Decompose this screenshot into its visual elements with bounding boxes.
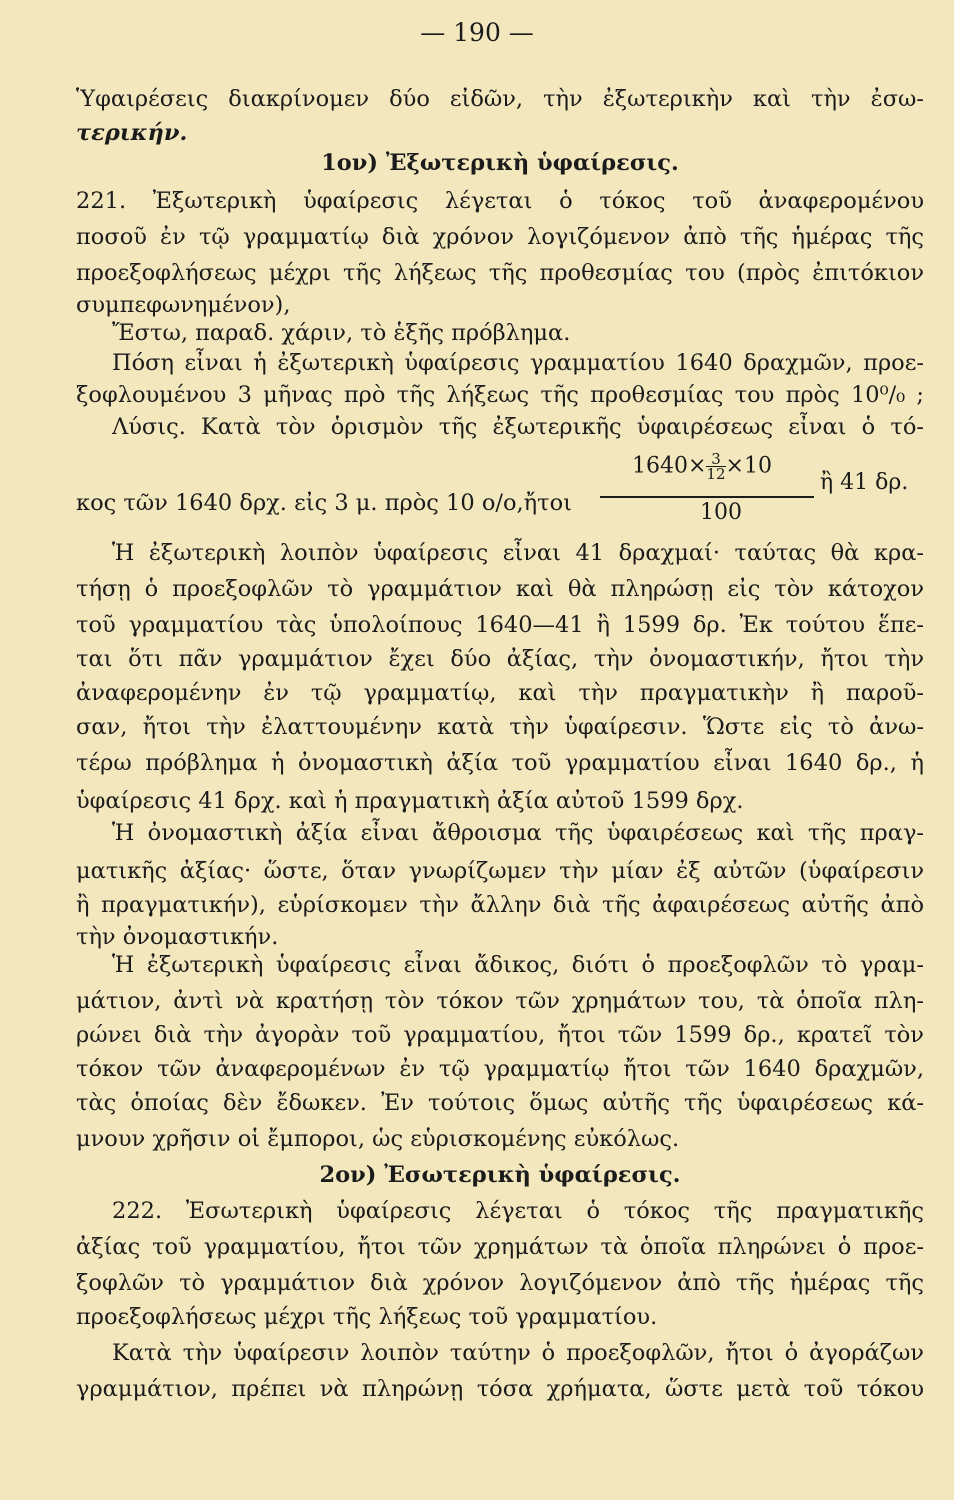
page-number: — 190 — — [420, 18, 534, 47]
section-heading: 2ον) Ἐσωτερικὴ ὑφαίρεσις. — [319, 1162, 681, 1188]
text-line: συμπεφωνημένον), — [76, 292, 291, 318]
text-line: ρώνει διὰ τὴν ἀγορὰν τοῦ γραμματίου, ἤτοι τῶν 1599 δρ., κρατεῖ τὸν — [76, 1022, 924, 1048]
formula-small-denominator: 12 — [706, 465, 726, 483]
text-line: προεξοφλήσεως μέχρι τῆς λήξεως τῆς προθεσμίας του (πρὸς ἐπιτόκιον — [76, 260, 924, 286]
text-line: τοῦ γραμματίου τὰς ὑπολοίπους 1640—41 ἢ 1599 δρ. Ἐκ τούτου ἕπε- — [76, 612, 924, 638]
formula-small-fraction — [706, 452, 725, 481]
text-line: τὴν ὀνομαστικήν. — [76, 924, 279, 950]
text-line: Ἡ ὀνομαστικὴ ἀξία εἶναι ἄθροισμα τῆς ὑφαιρέσεως καὶ τῆς πραγ- — [112, 820, 924, 846]
fraction-bar — [600, 496, 814, 498]
text-line: ἀναφερομένην ἐν τῷ γραμματίῳ, καὶ τὴν πραγματικὴν ἢ παροῦ- — [76, 680, 924, 706]
text-line: ἢ πραγματικήν), εὑρίσκομεν τὴν ἄλλην διὰ τῆς ἀφαιρέσεως αὐτῆς ἀπὸ — [76, 892, 924, 918]
text-line: μάτιον, ἀντὶ νὰ κρατήσῃ τὸν τόκον τῶν χρημάτων του, τὰ ὁποῖα πλη- — [76, 988, 924, 1014]
text-line: 222. Ἐσωτερικὴ ὑφαίρεσις λέγεται ὁ τόκος τῆς πραγματικῆς — [112, 1198, 924, 1224]
formula-result: ἢ 41 δρ. — [820, 470, 909, 495]
formula-denominator: 100 — [700, 500, 742, 525]
text-line: Πόση εἶναι ἡ ἐξωτερικὴ ὑφαίρεσις γραμματίου 1640 δραχμῶν, προε- — [112, 350, 924, 376]
text-line: τὰς ὁποίας δὲν ἔδωκεν. Ἐν τούτοις ὅμως αὐτῆς τῆς ὑφαιρέσεως κά- — [76, 1090, 924, 1116]
text-line: ποσοῦ ἐν τῷ γραμματίῳ διὰ χρόνον λογιζόμενον ἀπὸ τῆς ἡμέρας τῆς — [76, 224, 924, 250]
text-line: 221. Ἐξωτερικὴ ὑφαίρεσις λέγεται ὁ τόκος τοῦ ἀναφερομένου — [76, 188, 924, 214]
text-line: κος τῶν 1640 δρχ. εἰς 3 μ. πρὸς 10 ο/ο,ἤτοι — [76, 490, 572, 516]
text-line: ξοφλῶν τὸ γραμμάτιον διὰ χρόνον λογιζόμενον ἀπὸ τῆς ἡμέρας τῆς — [76, 1270, 924, 1296]
text-line: Ἔστω, παραδ. χάριν, τὸ ἑξῆς πρόβλημα. — [112, 320, 571, 346]
text-line: ματικῆς ἀξίας· ὥστε, ὅταν γνωρίζωμεν τὴν μίαν ἐξ αὐτῶν (ὑφαίρεσιν — [76, 858, 924, 884]
text-line: σαν, ἤτοι τὴν ἐλαττουμένην κατὰ τὴν ὑφαίρεσιν. Ὥστε εἰς τὸ ἀνω- — [76, 714, 924, 740]
text-line: τόκον τῶν ἀναφερομένων ἐν τῷ γραμματίῳ ἤτοι τῶν 1640 δραχμῶν, — [76, 1056, 924, 1082]
text-line: τερικήν. — [76, 120, 188, 146]
formula-small-numerator: 3 — [711, 450, 721, 468]
text-line: ξοφλουμένου 3 μῆνας πρὸ τῆς λήξεως τῆς προθεσμίας του πρὸς 10⁰/₀ ; — [76, 382, 924, 408]
text-line: ται ὅτι πᾶν γραμμάτιον ἔχει δύο ἀξίας, τὴν ὀνομαστικήν, ἤτοι τὴν — [76, 646, 924, 672]
text-line: Κατὰ τὴν ὑφαίρεσιν λοιπὸν ταύτην ὁ προεξοφλῶν, ἤτοι ὁ ἀγοράζων — [112, 1340, 924, 1366]
section-heading: 1ον) Ἐξωτερικὴ ὑφαίρεσις. — [321, 150, 679, 176]
formula-numerator-b: ×10 — [725, 453, 772, 479]
text-line: Ἡ ἐξωτερικὴ ὑφαίρεσις εἶναι ἄδικος, διότι ὁ προεξοφλῶν τὸ γραμ- — [112, 952, 924, 978]
text-line: Ἡ ἐξωτερικὴ λοιπὸν ὑφαίρεσις εἶναι 41 δραχμαί· ταύτας θὰ κρα- — [112, 540, 924, 566]
text-line: γραμμάτιον, πρέπει νὰ πληρώνῃ τόσα χρήματα, ὥστε μετὰ τοῦ τόκου — [76, 1376, 924, 1402]
formula-numerator-a: 1640× — [632, 453, 707, 479]
text-line: Λύσις. Κατὰ τὸν ὁρισμὸν τῆς ἐξωτερικῆς ὑφαιρέσεως εἶναι ὁ τό- — [112, 414, 924, 440]
text-line: ὑφαίρεσις 41 δρχ. καὶ ἡ πραγματικὴ ἀξία αὐτοῦ 1599 δρχ. — [76, 788, 744, 814]
text-line: Ὑφαιρέσεις διακρίνομεν δύο εἰδῶν, τὴν ἐξωτερικὴν καὶ τὴν ἐσω- — [76, 86, 924, 112]
text-line: τήσῃ ὁ προεξοφλῶν τὸ γραμμάτιον καὶ θὰ πληρώσῃ εἰς τὸν κάτοχον — [76, 576, 924, 602]
text-line: τέρω πρόβλημα ἡ ὀνομαστικὴ ἀξία τοῦ γραμματίου εἶναι 1640 δρ., ἡ — [76, 750, 924, 776]
formula-numerator — [632, 452, 772, 481]
text-line: μνουν χρῆσιν οἱ ἔμποροι, ὡς εὑρισκομένης εὐκόλως. — [76, 1126, 680, 1152]
text-line: προεξοφλήσεως μέχρι τῆς λήξεως τοῦ γραμματίου. — [76, 1304, 658, 1330]
text-line: ἀξίας τοῦ γραμματίου, ἤτοι τῶν χρημάτων τὰ ὁποῖα πληρώνει ὁ προε- — [76, 1234, 924, 1260]
